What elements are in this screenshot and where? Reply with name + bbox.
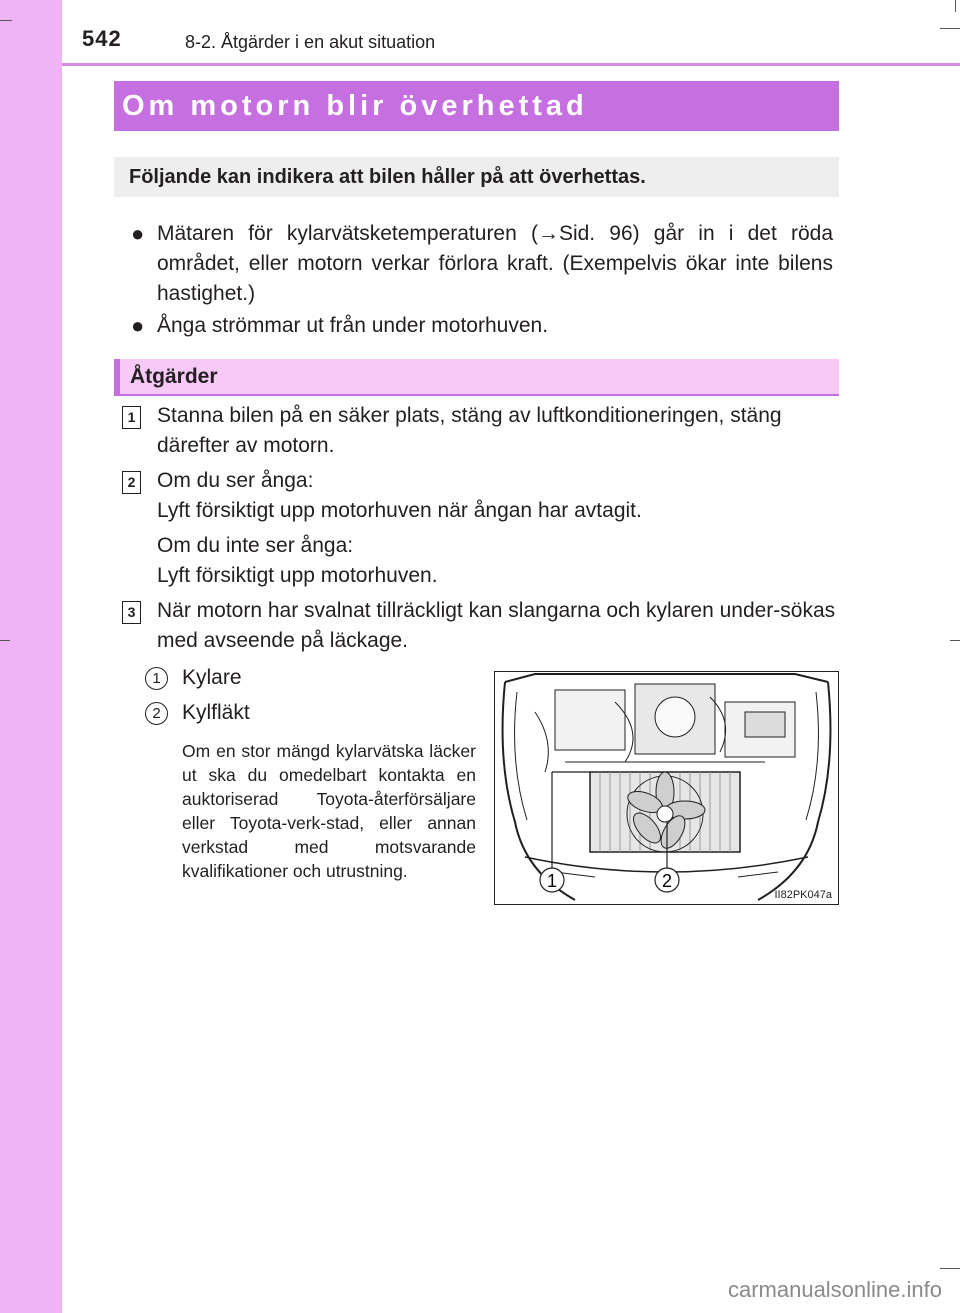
callout-2: 2 xyxy=(661,871,673,891)
step-text: Lyft försiktigt upp motorhuven när ångan har avtagit. xyxy=(157,499,642,522)
bullet-dot-icon: ● xyxy=(131,221,145,246)
figure-code: II82PK047a xyxy=(774,889,832,901)
step-text: När motorn har svalnat tillräckligt kan slangarna och kylaren under-sökas med avseende på läckage. xyxy=(157,599,836,652)
step-number: 2 xyxy=(122,471,141,494)
left-color-bar xyxy=(0,0,62,1313)
crop-mark xyxy=(0,640,10,641)
legend-number: 2 xyxy=(145,702,168,725)
engine-illustration-icon xyxy=(495,672,838,904)
step-text: Om du ser ånga: xyxy=(157,469,314,492)
note-text: Om en stor mängd kylarvätska läcker ut ska du omedelbart kontakta en auktoriserad Toyota-återförsäljare eller Toyota-verk-stad, eller annan verkstad med motsvarande kvalifikationer och utrustning. xyxy=(182,741,476,881)
header-divider xyxy=(62,63,960,66)
list-item xyxy=(130,311,833,341)
watermark: carmanualsonline.info xyxy=(727,1277,942,1302)
crop-mark xyxy=(955,0,956,12)
subtitle-box: Följande kan indikera att bilen håller på att överhettas. xyxy=(114,157,839,197)
list-item xyxy=(130,219,833,309)
crop-mark xyxy=(940,1268,960,1269)
page-title: Om motorn blir överhettad xyxy=(114,81,839,131)
engine-bay-illustration xyxy=(494,671,839,905)
legend-label: Kylfläkt xyxy=(182,701,250,724)
bullet-text: Ånga strömmar ut från under motorhuven. xyxy=(157,314,549,337)
crop-mark xyxy=(950,640,960,641)
bullet-dot-icon: ● xyxy=(131,313,145,338)
step-text: Om du inte ser ånga: xyxy=(157,534,354,557)
step-text: Lyft försiktigt upp motorhuven. xyxy=(157,564,438,587)
callout-1: 1 xyxy=(546,871,558,891)
legend-label: Kylare xyxy=(182,666,242,689)
step-text: Stanna bilen på en säker plats, stäng av luftkonditioneringen, stäng därefter av motorn. xyxy=(157,404,782,457)
crop-mark xyxy=(940,28,960,29)
legend-number: 1 xyxy=(145,667,168,690)
actions-heading: Åtgärder xyxy=(114,359,839,396)
bullet-text: Mätaren för kylarvätsketemperaturen (→Sid. 96) går in i det röda området, eller motorn verkar förlora kraft. (Exempelvis ökar inte bilens hastighet.) xyxy=(157,222,833,305)
step-number: 1 xyxy=(122,406,141,429)
crop-mark xyxy=(0,20,12,21)
step-number: 3 xyxy=(122,601,141,624)
page-number: 542 xyxy=(82,26,122,51)
section-title: 8-2. Åtgärder i en akut situation xyxy=(185,32,436,52)
